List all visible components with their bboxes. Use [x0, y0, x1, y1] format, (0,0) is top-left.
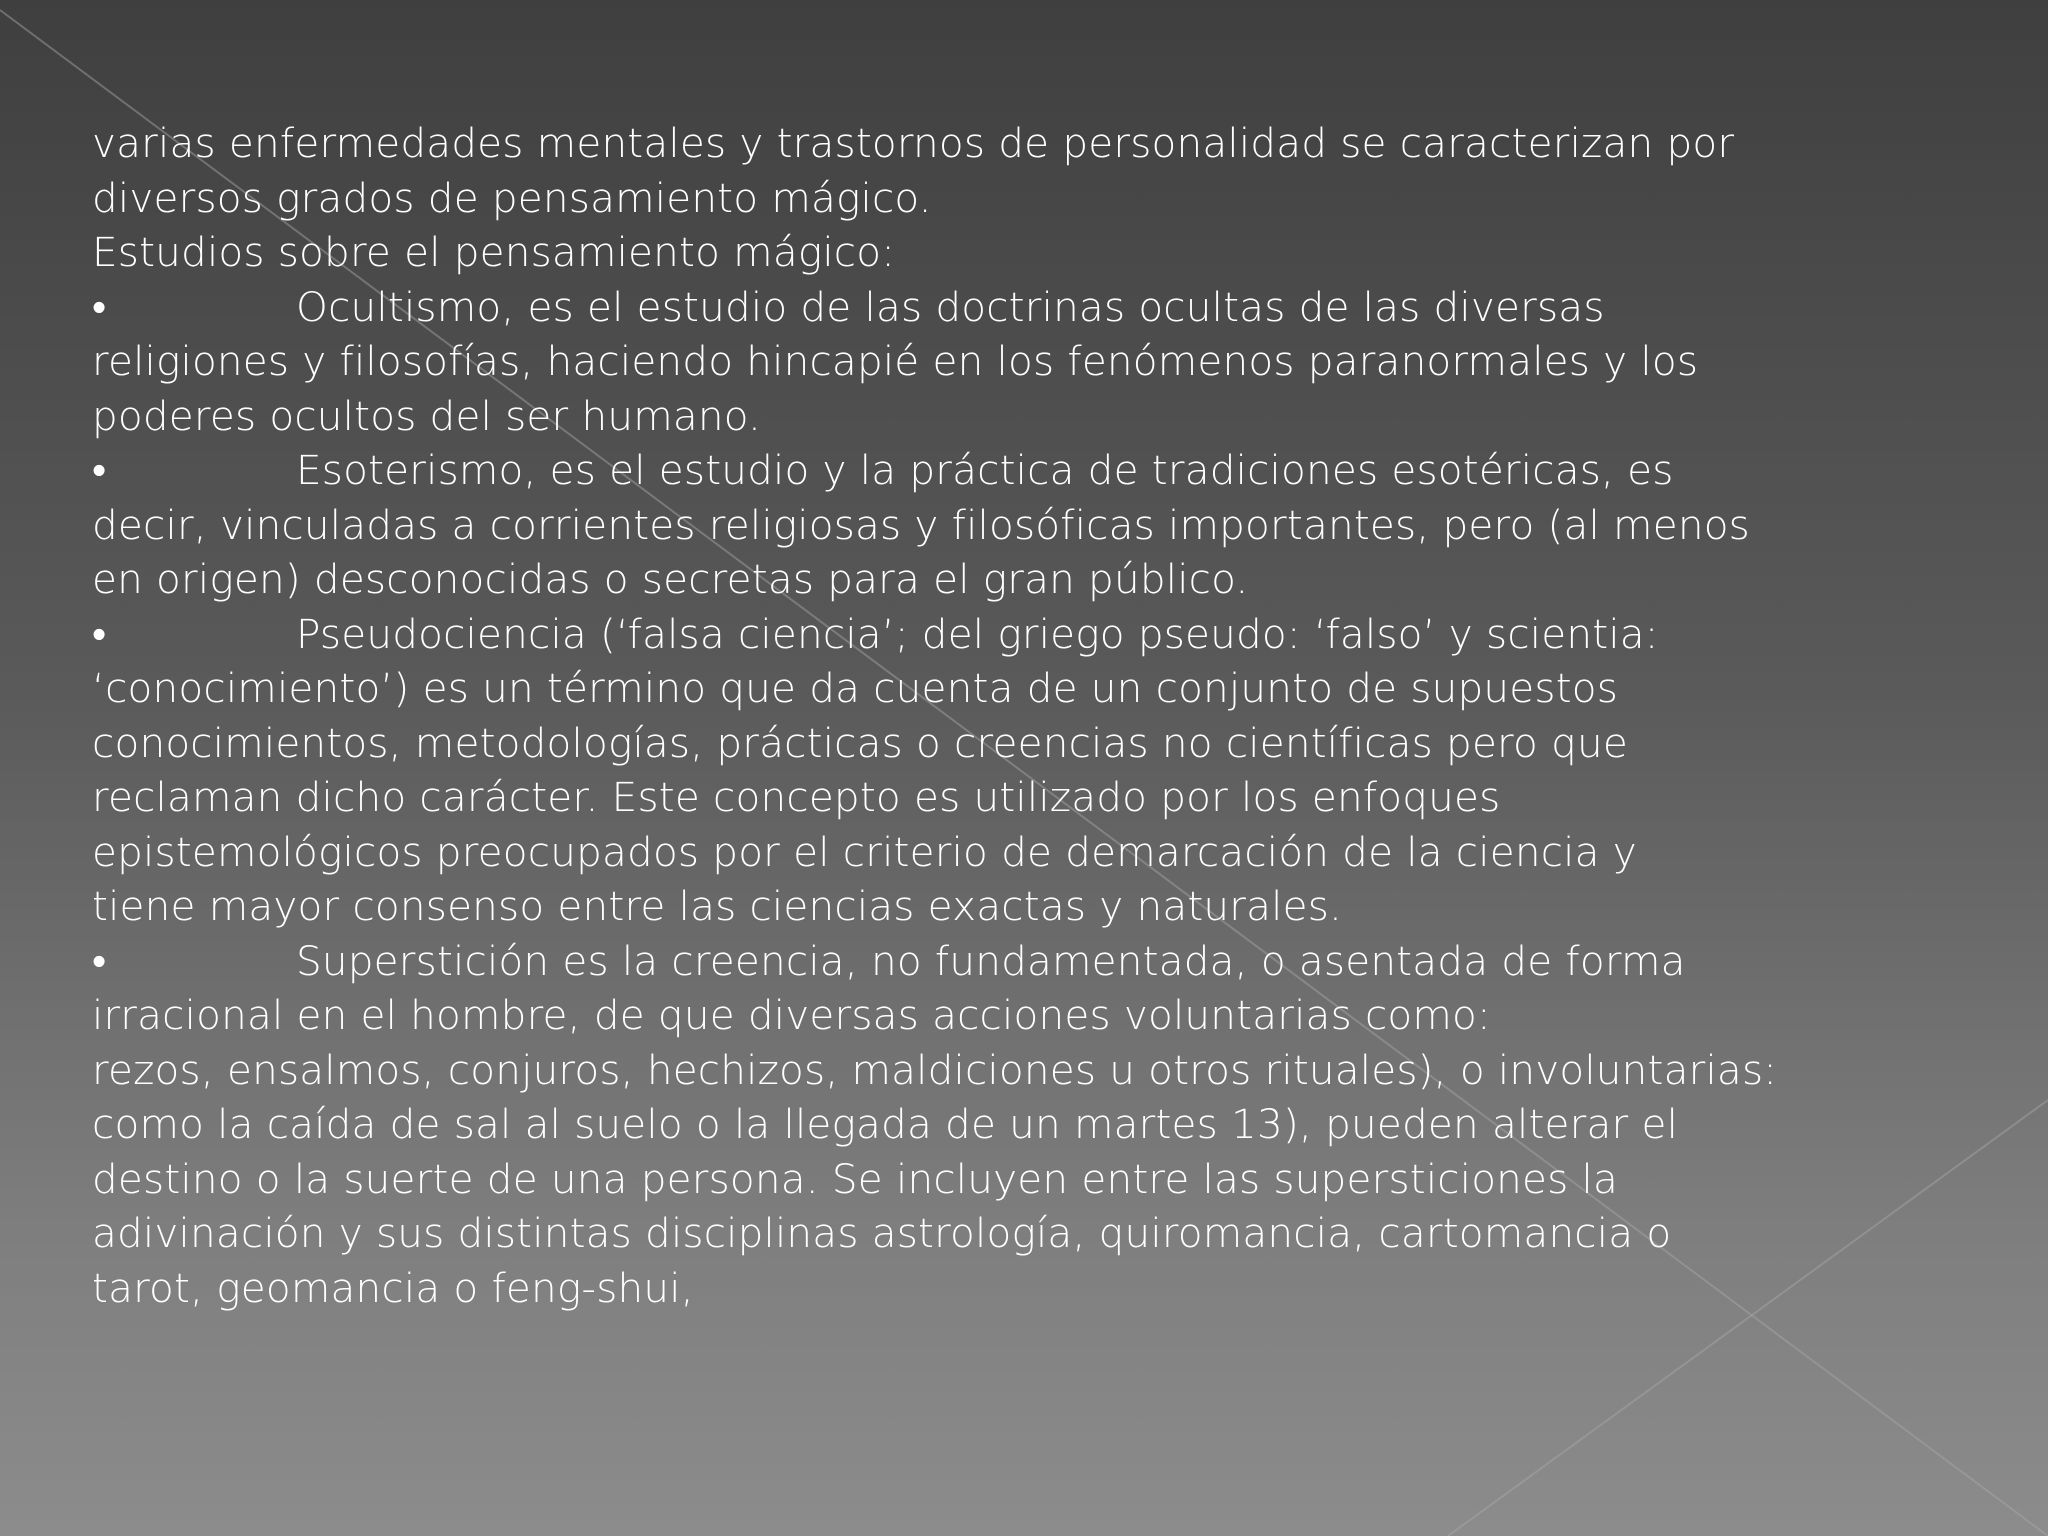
text-line — [92, 1206, 1992, 1261]
text-line — [92, 552, 1992, 607]
text-line — [92, 498, 1992, 553]
bullet-marker: • — [92, 282, 107, 331]
slide-body-text — [92, 116, 1992, 1315]
text-line — [92, 389, 1992, 444]
line-text: Estudios sobre el pensamiento mágico: — [92, 228, 896, 276]
line-text: en origen) desconocidas o secretas para el gran público. — [92, 555, 1249, 603]
line-text: poderes ocultos del ser humano. — [92, 391, 762, 440]
text-line — [92, 988, 1992, 1043]
text-line — [92, 225, 1992, 280]
text-line — [92, 171, 1992, 226]
text-line — [92, 716, 1992, 771]
bullet-item — [92, 934, 1992, 1316]
paragraph — [92, 225, 1992, 280]
line-text: Esoterismo, es el estudio y la práctica de tradiciones esotéricas, es — [296, 446, 1674, 494]
bullet-marker: • — [92, 609, 107, 658]
text-line — [92, 770, 1992, 825]
line-text: ‘conocimiento’) es un término que da cuenta de un conjunto de supuestos — [92, 664, 1619, 712]
text-line — [92, 1097, 1992, 1152]
text-line — [92, 661, 1992, 716]
paragraph — [92, 116, 1992, 225]
line-text: tiene mayor consenso entre las ciencias exactas y naturales. — [92, 882, 1343, 930]
text-line — [92, 607, 1992, 662]
bullet-marker: • — [92, 446, 107, 494]
line-text: Ocultismo, es el estudio de las doctrinas ocultas de las diversas — [296, 282, 1605, 331]
line-text: religiones y filosofías, haciendo hincapié en los fenómenos paranormales y los — [92, 337, 1699, 385]
text-line — [92, 1261, 1992, 1316]
line-text: destino o la suerte de una persona. Se incluyen entre las supersticiones la — [92, 1154, 1618, 1203]
text-line — [92, 825, 1992, 880]
line-text: Pseudociencia (‘falsa ciencia’; del griego pseudo: ‘falso’ y scientia: — [296, 609, 1659, 658]
line-text: rezos, ensalmos, conjuros, hechizos, maldiciones u otros rituales), o involuntarias: — [92, 1045, 1778, 1094]
text-line — [92, 280, 1992, 335]
bullet-item — [92, 443, 1992, 607]
line-text: conocimientos, metodologías, prácticas o creencias no científicas pero que — [92, 718, 1628, 767]
bullet-item — [92, 607, 1992, 934]
bullet-marker: • — [92, 936, 107, 985]
text-line — [92, 1152, 1992, 1207]
line-text: decir, vinculadas a corrientes religiosas y filosóficas importantes, pero (al menos — [92, 500, 1750, 549]
text-line — [92, 443, 1992, 498]
bullet-item — [92, 280, 1992, 444]
line-text: reclaman dicho carácter. Este concepto es utilizado por los enfoques — [92, 773, 1501, 821]
line-text: adivinación y sus distintas disciplinas astrología, quiromancia, cartomancia o — [92, 1209, 1672, 1257]
line-text: como la caída de sal al suelo o la llegada de un martes 13), pueden alterar el — [92, 1100, 1679, 1148]
line-text: tarot, geomancia o feng-shui, — [92, 1263, 694, 1312]
line-text: epistemológicos preocupados por el criterio de demarcación de la ciencia y — [92, 827, 1637, 876]
text-line — [92, 879, 1992, 934]
line-text: Superstición es la creencia, no fundamentada, o asentada de forma — [296, 936, 1686, 985]
text-line — [92, 116, 1992, 171]
text-line — [92, 334, 1992, 389]
text-line — [92, 1043, 1992, 1098]
line-text: varias enfermedades mentales y trastornos de personalidad se caracterizan por — [92, 119, 1735, 167]
text-line — [92, 934, 1992, 989]
line-text: irracional en el hombre, de que diversas acciones voluntarias como: — [92, 991, 1491, 1039]
line-text: diversos grados de pensamiento mágico. — [92, 173, 932, 222]
